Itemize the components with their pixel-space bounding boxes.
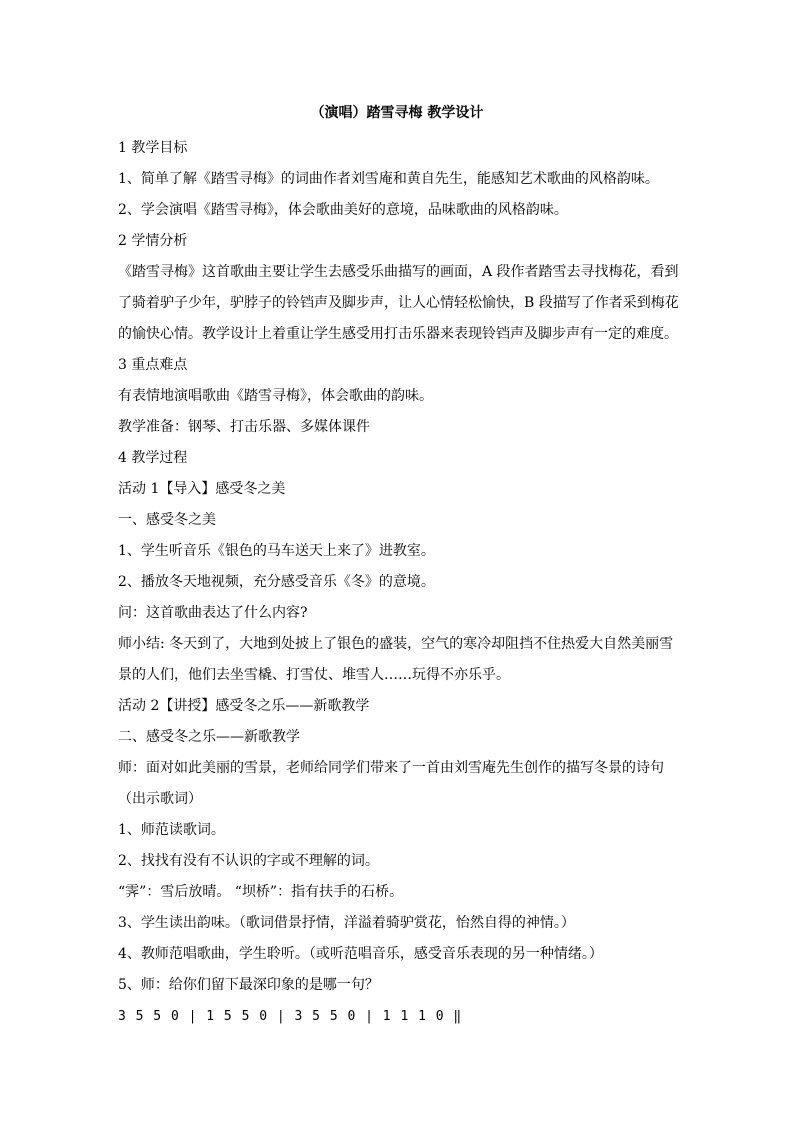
analysis-paragraph-line: 了骑着驴子少年，驴脖子的铃铛声及脚步声，让人心情轻松愉快，B 段描写了作者采到梅花 <box>118 295 679 311</box>
section-1-heading: 一、感受冬之美 <box>118 512 216 528</box>
heading-teaching-process: 4 教学过程 <box>118 450 188 466</box>
teacher-summary-line: 师小结: 冬天到了，大地到处披上了银色的盛装，空气的寒冷却阻挡不住热爱大自然美丽雪 <box>118 636 674 652</box>
document-title: （演唱）踏雪寻梅 教学设计 <box>310 105 484 121</box>
section-2-heading: 二、感受冬之乐——新歌教学 <box>118 729 300 745</box>
heading-teaching-goals: 1 教学目标 <box>118 140 188 156</box>
section-2-step-4: 4、教师范唱歌曲，学生聆听。（或听范唱音乐，感受音乐表现的另一种情绪。） <box>118 946 603 962</box>
question-line: 问：这首歌曲表达了什么内容? <box>118 605 308 621</box>
section-1-step-1: 1、学生听音乐《银色的马车送天上来了》进教室。 <box>118 543 435 559</box>
key-points-text: 有表情地演唱歌曲《踏雪寻梅》，体会歌曲的韵味。 <box>118 388 433 404</box>
teacher-intro-line: （出示歌词） <box>118 791 202 807</box>
activity-2-heading: 活动 2【讲授】感受冬之乐——新歌教学 <box>118 698 370 714</box>
heading-student-analysis: 2 学情分析 <box>118 233 188 249</box>
activity-1-heading: 活动 1【导入】感受冬之美 <box>118 481 286 497</box>
teaching-preparation: 教学准备：钢琴、打击乐器、多媒体课件 <box>118 419 370 435</box>
section-1-step-2: 2、播放冬天地视频，充分感受音乐《冬》的意境。 <box>118 574 435 590</box>
section-2-step-2: 2、找找有没有不认识的字或不理解的词。 <box>118 853 379 869</box>
music-notation: 3 5 5 0 | 1 5 5 0 | 3 5 5 0 | 1 1 1 0 ‖ <box>118 1009 463 1024</box>
analysis-paragraph-line: 《踏雪寻梅》这首歌曲主要让学生去感受乐曲描写的画面，A 段作者踏雪去寻找梅花，看到 <box>118 264 679 280</box>
section-2-step-1: 1、师范读歌词。 <box>118 822 225 838</box>
teacher-intro-line: 师：面对如此美丽的雪景，老师给同学们带来了一首由刘雪庵先生创作的描写冬景的诗句 <box>118 760 664 776</box>
section-2-step-3: 3、学生读出韵味。（歌词借景抒情，洋溢着骑驴赏花，怡然自得的神情。） <box>118 915 575 931</box>
teacher-summary-line: 景的人们，他们去坐雪橇、打雪仗、堆雪人……玩得不亦乐乎。 <box>118 667 510 683</box>
section-2-step-5: 5、师：给你们留下最深印象的是哪一句？ <box>118 977 379 993</box>
heading-key-points: 3 重点难点 <box>118 357 188 373</box>
analysis-paragraph-line: 的愉快心情。教学设计上着重让学生感受用打击乐器来表现铃铛声及脚步声有一定的难度。 <box>118 326 678 342</box>
goal-item-2: 2、学会演唱《踏雪寻梅》，体会歌曲美好的意境，品味歌曲的风格韵味。 <box>118 202 568 218</box>
vocabulary-notes: “霁”：雪后放晴。 “坝桥”：指有扶手的石桥。 <box>118 884 404 900</box>
goal-item-1: 1、简单了解《踏雪寻梅》的词曲作者刘雪庵和黄自先生，能感知艺术歌曲的风格韵味。 <box>118 171 659 187</box>
document-body <box>118 133 684 1032</box>
